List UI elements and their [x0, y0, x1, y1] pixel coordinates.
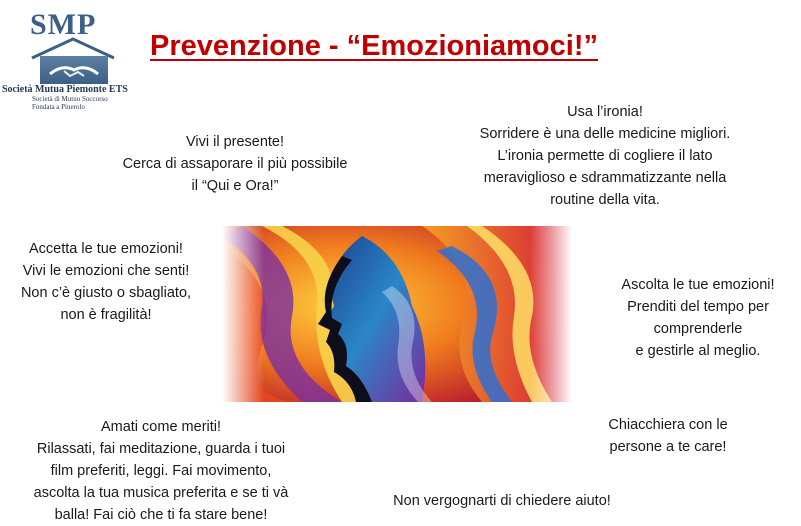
tip-line: Ascolta le tue emozioni!: [621, 277, 775, 293]
logo-letters: SMP: [30, 8, 97, 41]
tip-chat: [588, 414, 748, 458]
tip-line: Usa l’ironia!: [567, 104, 643, 120]
tip-listen: [598, 274, 798, 362]
tip-line: persone a te care!: [609, 439, 727, 455]
tip-line: non è fragilità!: [60, 307, 152, 323]
logo-name: Società Mutua Piemonte ETS: [2, 84, 128, 95]
tip-line: Amati come meriti!: [100, 419, 222, 435]
logo-subtitle: [32, 95, 142, 111]
tip-line: ascolta la tua musica preferita e se ti và: [33, 485, 289, 501]
tip-line: Sorridere è una delle medicine migliori.: [479, 126, 731, 142]
tip-line: e gestirle al meglio.: [635, 343, 761, 359]
tip-line: Non c’è giusto o sbagliato,: [20, 285, 192, 301]
tip-line: Chiacchiera con le: [608, 417, 728, 433]
tip-line: routine della vita.: [550, 192, 660, 208]
tip-line: Cerca di assaporare il più possibile: [122, 156, 348, 172]
tip-love: [2, 416, 320, 526]
tip-line: Accetta le tue emozioni!: [29, 241, 183, 257]
tip-irony: [450, 101, 760, 211]
smp-logo: [2, 6, 142, 111]
tip-line: Rilassati, fai meditazione, guarda i tuoi: [36, 441, 286, 457]
tip-accept: [2, 238, 210, 326]
tip-line: comprenderle: [653, 321, 743, 337]
tip-line: Prenditi del tempo per: [627, 299, 769, 315]
tip-present: [100, 131, 370, 197]
tip-line: il “Qui e Ora!”: [191, 178, 279, 194]
handshake-icon: [40, 56, 108, 84]
page-title: Prevenzione - “Emozioniamoci!”: [150, 30, 598, 62]
tip-line: Vivi il presente!: [185, 134, 285, 150]
emotions-artwork: [222, 226, 572, 402]
logo-subtitle-line: Società di Mutuo Soccorso: [32, 95, 108, 103]
tip-line: Vivi le emozioni che senti!: [22, 263, 190, 279]
tip-help: [362, 490, 642, 512]
tip-line: L’ironia permette di cogliere il lato: [497, 148, 713, 164]
tip-line: Non vergognarti di chiedere aiuto!: [393, 493, 611, 509]
tip-line: meraviglioso e sdrammatizzante nella: [483, 170, 727, 186]
tip-line: film preferiti, leggi. Fai movimento,: [50, 463, 272, 479]
logo-subtitle-line: Fondata a Pinerolo: [32, 103, 85, 111]
tip-line: balla! Fai ciò che ti fa stare bene!: [54, 507, 268, 523]
colorful-heads-illustration: [222, 226, 572, 402]
